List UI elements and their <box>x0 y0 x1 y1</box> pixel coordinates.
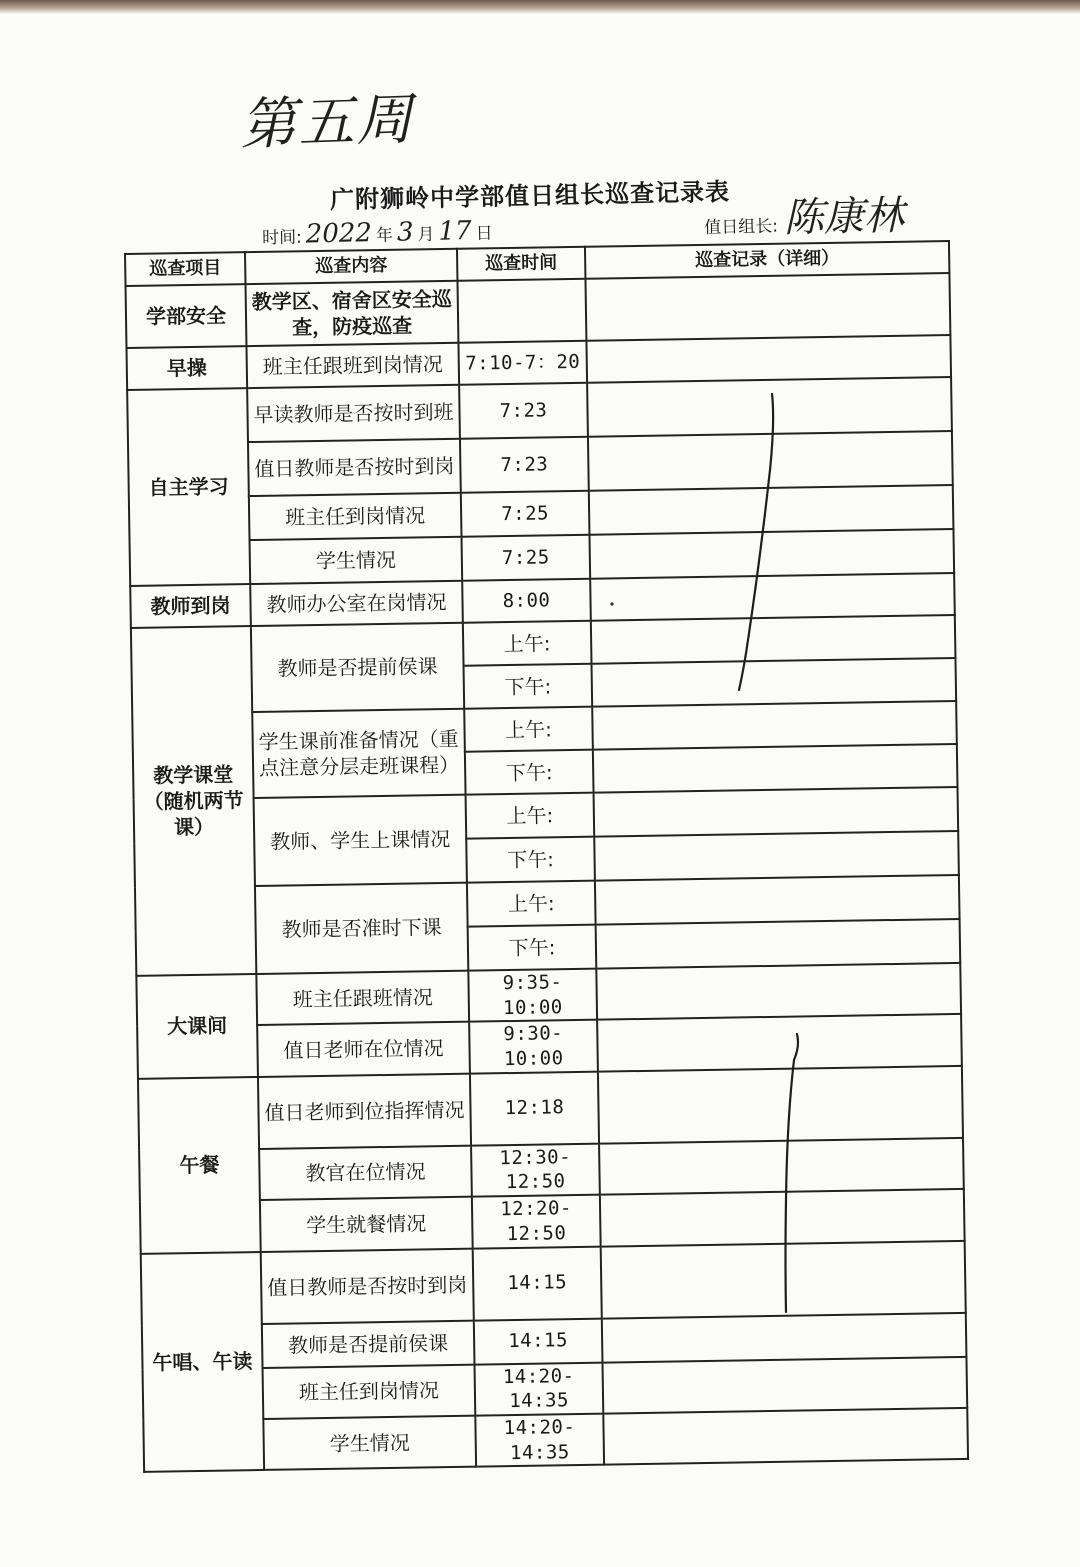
time-cell: 9:35-10:00 <box>468 969 597 1022</box>
leader-label: 值日组长: <box>704 216 779 239</box>
record-cell[interactable] <box>585 273 950 341</box>
time-cell <box>457 279 586 343</box>
content-cell: 教师是否提前侯课 <box>251 623 464 712</box>
record-cell[interactable] <box>590 573 955 621</box>
table-row <box>141 1240 966 1325</box>
content-cell: 教师、学生上课情况 <box>254 795 467 886</box>
record-cell[interactable] <box>596 919 961 969</box>
date-month-unit: 月 <box>417 224 435 246</box>
paper-edge <box>0 0 1080 14</box>
content-cell: 班主任跟班到岗情况 <box>246 343 459 388</box>
item-cell: 学部安全 <box>126 284 247 348</box>
col-header-content: 巡查内容 <box>245 249 457 284</box>
record-cell[interactable] <box>589 485 954 535</box>
record-cell[interactable] <box>602 1312 967 1362</box>
col-header-record: 巡查记录（详细） <box>585 241 949 279</box>
time-cell: 7:23 <box>459 383 588 439</box>
leader-line <box>703 184 904 245</box>
item-cell: 教师到岗 <box>130 584 251 628</box>
date-day: 17 <box>438 216 472 247</box>
content-cell: 班主任到岗情况 <box>263 1364 476 1419</box>
record-cell[interactable] <box>597 1014 962 1071</box>
content-cell: 教师是否准时下课 <box>255 883 468 974</box>
record-cell[interactable] <box>602 1356 967 1413</box>
content-cell: 值日老师到位指挥情况 <box>258 1073 471 1148</box>
period-am: 上午: <box>464 707 593 752</box>
content-cell: 教学区、宿舍区安全巡查，防疫巡查 <box>246 281 459 346</box>
time-cell: 14:20-14:35 <box>475 1413 604 1466</box>
content-cell: 班主任到岗情况 <box>249 493 462 540</box>
content-cell: 教官在位情况 <box>259 1145 472 1200</box>
period-pm: 下午: <box>466 837 595 883</box>
inspection-sheet <box>124 240 969 1473</box>
record-cell[interactable] <box>588 431 953 491</box>
time-cell: 7:25 <box>461 491 590 537</box>
time-cell: 7:10-7：20 <box>458 341 587 385</box>
record-cell[interactable] <box>594 831 959 881</box>
content-cell: 值日教师是否按时到岗 <box>261 1248 474 1323</box>
record-cell[interactable] <box>600 1189 965 1246</box>
record-cell[interactable] <box>587 377 952 437</box>
record-cell[interactable] <box>599 1138 964 1195</box>
content-cell: 班主任跟班情况 <box>256 971 469 1026</box>
handwritten-week: 第五周 <box>239 86 416 159</box>
record-cell[interactable] <box>589 529 954 579</box>
record-cell[interactable] <box>603 1408 968 1465</box>
record-cell[interactable] <box>586 335 951 383</box>
time-cell: 8:00 <box>462 579 591 623</box>
page-title: 广附狮岭中学部值日组长巡查记录表 <box>329 177 731 215</box>
time-cell: 12:20-12:50 <box>472 1195 601 1248</box>
time-cell: 12:30-12:50 <box>471 1143 600 1196</box>
item-cell: 大课间 <box>136 974 258 1079</box>
period-am: 上午: <box>463 621 592 666</box>
content-cell: 值日教师是否按时到岗 <box>248 439 461 496</box>
item-cell: 自主学习 <box>127 388 250 586</box>
period-am: 上午: <box>467 881 596 927</box>
date-day-unit: 日 <box>475 223 493 244</box>
period-pm: 下午: <box>468 925 597 971</box>
record-cell[interactable] <box>595 875 960 925</box>
time-cell: 14:15 <box>474 1318 603 1364</box>
content-cell: 学生情况 <box>263 1416 476 1471</box>
col-header-item: 巡查项目 <box>125 252 245 286</box>
period-pm: 下午: <box>465 750 594 795</box>
record-cell[interactable] <box>598 1066 963 1144</box>
time-cell: 9:30-10:00 <box>469 1020 598 1073</box>
item-cell: 教学课堂（随机两节课） <box>131 626 256 976</box>
item-cell: 午餐 <box>138 1077 261 1254</box>
record-cell[interactable] <box>594 787 959 837</box>
time-cell: 14:20-14:35 <box>474 1362 603 1415</box>
col-header-time: 巡查时间 <box>457 247 585 281</box>
content-cell: 早读教师是否按时到班 <box>247 385 460 442</box>
record-cell[interactable] <box>596 963 961 1020</box>
record-cell[interactable] <box>592 701 957 750</box>
content-cell: 学生情况 <box>250 537 463 584</box>
content-cell: 值日老师在位情况 <box>257 1022 470 1077</box>
time-cell: 7:23 <box>460 437 589 493</box>
item-cell: 午唱、午读 <box>141 1251 264 1472</box>
record-cell[interactable] <box>591 615 956 664</box>
content-cell: 学生就餐情况 <box>260 1197 473 1252</box>
time-cell: 7:25 <box>461 535 590 581</box>
date-year: 2022 <box>305 218 373 250</box>
record-cell[interactable] <box>592 658 957 707</box>
period-am: 上午: <box>466 793 595 839</box>
date-line <box>262 216 493 251</box>
period-pm: 下午: <box>464 664 593 709</box>
record-cell[interactable] <box>593 744 958 793</box>
time-cell: 14:15 <box>473 1246 602 1320</box>
date-year-unit: 年 <box>375 225 394 247</box>
content-cell: 学生课前准备情况（重点注意分层走班课程） <box>252 709 465 798</box>
content-cell: 教师办公室在岗情况 <box>250 581 463 626</box>
table-row <box>138 1066 963 1151</box>
item-cell: 早操 <box>126 346 247 390</box>
content-cell: 教师是否提前侯课 <box>262 1320 475 1367</box>
record-cell[interactable] <box>601 1240 966 1318</box>
leader-signature: 陈康林 <box>783 192 905 242</box>
date-month: 3 <box>396 217 414 248</box>
time-cell: 12:18 <box>470 1071 599 1145</box>
date-label: 时间: <box>261 227 303 249</box>
inspection-table <box>124 240 969 1473</box>
